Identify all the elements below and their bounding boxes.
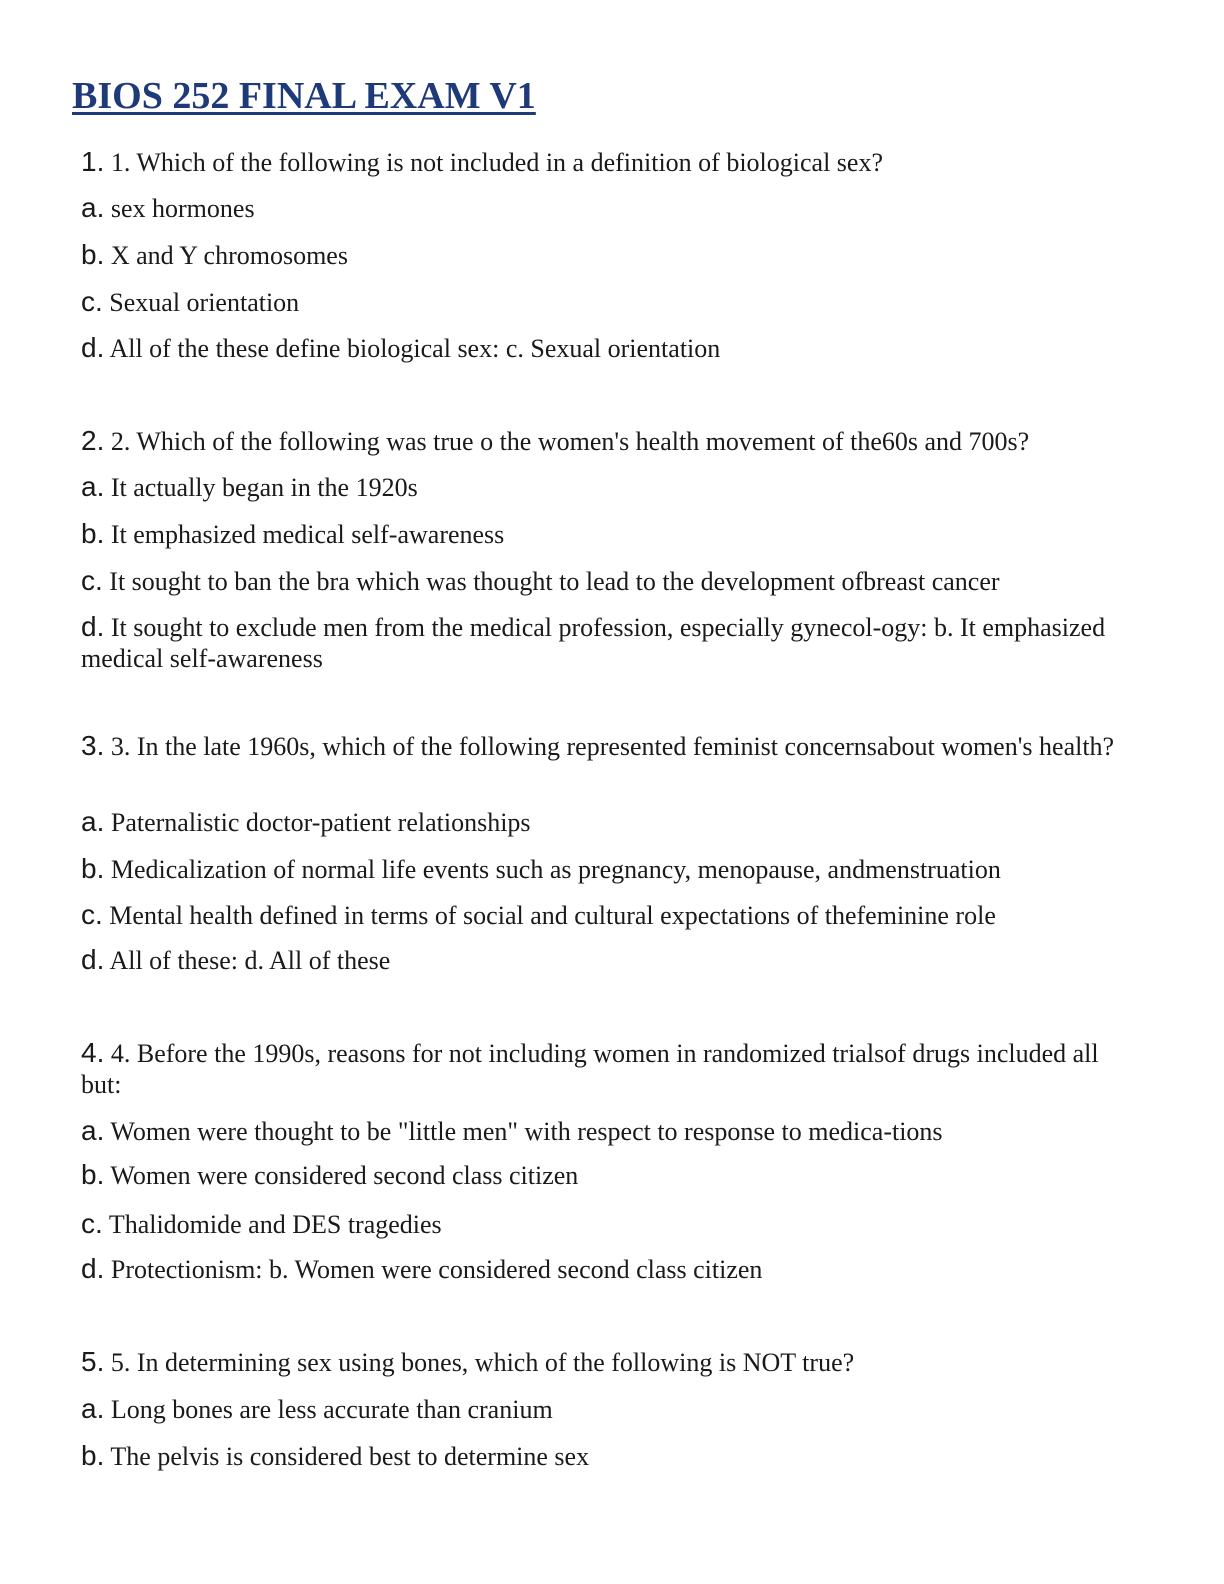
question-2-option-b xyxy=(81,518,1141,550)
option-letter: c. xyxy=(81,565,103,596)
option-text: Medicalization of normal life events such as pregnancy, menopause, andmenstruation xyxy=(110,855,1001,884)
option-letter: a. xyxy=(81,806,105,837)
question-5-option-b xyxy=(81,1440,1141,1472)
option-letter: b. xyxy=(81,1159,105,1190)
question-2-text: 2. Which of the following was true o the women's health movement of the60s and 700s? xyxy=(110,427,1030,456)
question-4-option-d xyxy=(81,1253,1141,1285)
question-3-number: 3. xyxy=(81,730,105,761)
option-text: Sexual orientation xyxy=(109,288,300,317)
option-letter: a. xyxy=(81,471,105,502)
question-2-prompt xyxy=(81,425,1141,457)
question-4-option-c xyxy=(81,1208,1141,1240)
option-letter: c. xyxy=(81,899,103,930)
option-text: sex hormones xyxy=(110,194,255,223)
option-letter: a. xyxy=(81,192,105,223)
option-text: X and Y chromosomes xyxy=(110,241,348,270)
question-3-text: 3. In the late 1960s, which of the following represented feminist concernsabout women's health? xyxy=(110,732,1115,761)
question-1-number: 1. xyxy=(81,146,105,177)
question-4-text: 4. Before the 1990s, reasons for not including women in randomized trialsof drugs included all but: xyxy=(81,1039,1099,1099)
option-letter: d. xyxy=(81,944,105,975)
option-text: Thalidomide and DES tragedies xyxy=(108,1210,442,1239)
question-5-text: 5. In determining sex using bones, which of the following is NOT true? xyxy=(110,1348,855,1377)
question-3-prompt xyxy=(81,730,1141,762)
question-1-text: 1. Which of the following is not included in a definition of biological sex? xyxy=(110,148,884,177)
option-letter: c. xyxy=(81,286,103,317)
question-4-option-b xyxy=(81,1159,1141,1191)
question-3-option-c xyxy=(81,899,1141,931)
option-text: Paternalistic doctor-patient relationships xyxy=(110,808,531,837)
question-5-number: 5. xyxy=(81,1346,105,1377)
question-2-option-a xyxy=(81,471,1141,503)
question-1-option-d xyxy=(81,332,1141,364)
question-1-option-a xyxy=(81,192,1141,224)
question-2-option-d xyxy=(81,611,1141,674)
question-1-option-b xyxy=(81,239,1141,271)
question-1-prompt xyxy=(81,146,1141,178)
option-text: Long bones are less accurate than cranium xyxy=(110,1395,553,1424)
option-letter: a. xyxy=(81,1393,105,1424)
option-letter: b. xyxy=(81,853,105,884)
option-letter: b. xyxy=(81,1440,105,1471)
option-text: It actually began in the 1920s xyxy=(110,473,418,502)
question-5-option-a xyxy=(81,1393,1141,1425)
option-text: It emphasized medical self-awareness xyxy=(110,520,505,549)
question-1-option-c xyxy=(81,286,1141,318)
option-letter: b. xyxy=(81,239,105,270)
option-letter: d. xyxy=(81,332,105,363)
option-letter: d. xyxy=(81,611,105,642)
option-text: Women were thought to be "little men" with respect to response to medica-tions xyxy=(110,1117,943,1146)
question-4-prompt xyxy=(81,1037,1141,1100)
option-text: The pelvis is considered best to determine sex xyxy=(110,1442,590,1471)
option-letter: c. xyxy=(81,1208,103,1239)
option-text: It sought to exclude men from the medical profession, especially gynecol-ogy: b. It emphasized medical self-awareness xyxy=(81,613,1106,673)
question-2-option-c xyxy=(81,565,1141,597)
question-3-option-a xyxy=(81,806,1141,838)
option-letter: b. xyxy=(81,518,105,549)
option-text: All of these: d. All of these xyxy=(109,946,391,975)
document-title: BIOS 252 FINAL EXAM V1 xyxy=(72,75,536,117)
option-text: It sought to ban the bra which was thought to lead to the development ofbreast cancer xyxy=(109,567,1000,596)
option-text: Mental health defined in terms of social and cultural expectations of thefeminine role xyxy=(109,901,996,930)
option-text: Protectionism: b. Women were considered second class citizen xyxy=(110,1255,763,1284)
question-5-prompt xyxy=(81,1346,1141,1378)
question-4-option-a xyxy=(81,1115,1141,1147)
question-3-option-b xyxy=(81,853,1141,885)
question-2-number: 2. xyxy=(81,425,105,456)
question-3-option-d xyxy=(81,944,1141,976)
option-text: All of the these define biological sex: c. Sexual orientation xyxy=(109,334,721,363)
question-4-number: 4. xyxy=(81,1037,105,1068)
option-text: Women were considered second class citizen xyxy=(110,1161,579,1190)
option-letter: a. xyxy=(81,1115,105,1146)
option-letter: d. xyxy=(81,1253,105,1284)
